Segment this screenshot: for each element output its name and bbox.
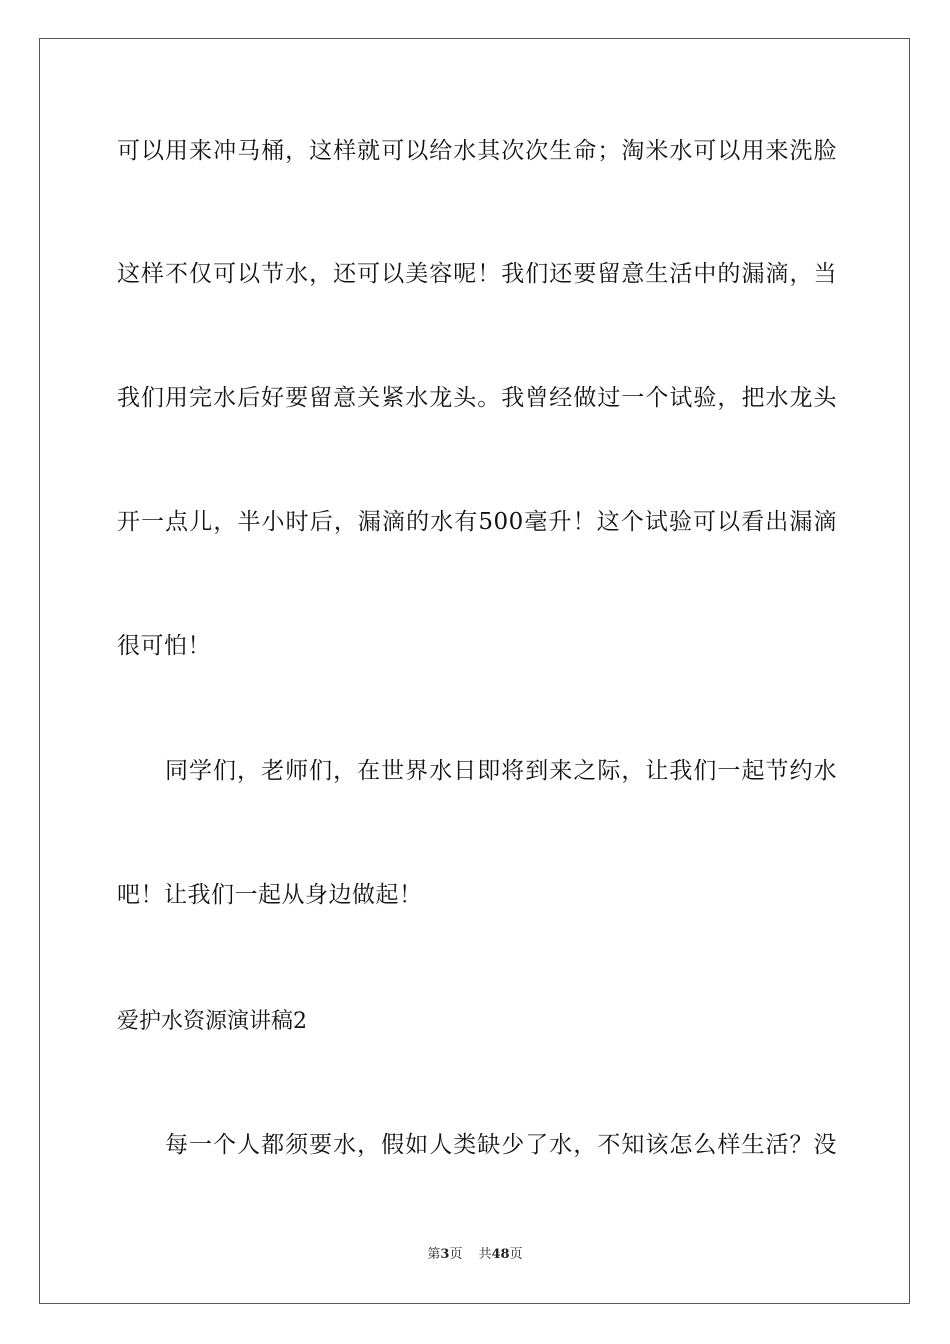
- footer-page-suffix: 页: [449, 1247, 463, 1262]
- footer-total-prefix: 共: [478, 1247, 492, 1262]
- section-title: 爱护水资源演讲稿2: [117, 1009, 307, 1034]
- body-line-2: 这样不仅可以节水，还可以美容呢！我们还要留意生活中的漏滴，当: [117, 261, 837, 287]
- footer-page-prefix: 第: [427, 1247, 441, 1262]
- body-line-5: 很可怕！: [117, 633, 211, 659]
- body-line-7: 吧！让我们一起从身边做起！: [117, 882, 423, 908]
- body-line-3: 我们用完水后好要留意关紧水龙头。我曾经做过一个试验，把水龙头: [117, 385, 837, 411]
- body-line-1: 可以用来冲马桶，这样就可以给水其次次生命；淘米水可以用来洗脸: [117, 138, 837, 164]
- body-line-4: 开一点儿，半小时后，漏滴的水有500毫升！这个试验可以看出漏滴: [117, 509, 837, 535]
- body-line-8: 每一个人都须要水，假如人类缺少了水，不知该怎么样生活？没: [165, 1132, 837, 1158]
- body-line-6: 同学们，老师们，在世界水日即将到来之际，让我们一起节约水: [165, 758, 837, 784]
- footer-total-suffix: 页: [509, 1247, 523, 1262]
- footer-total-pages: 48: [491, 1247, 510, 1262]
- page-frame: [39, 38, 910, 1304]
- footer-page-number: 3: [440, 1247, 450, 1262]
- page-footer: [0, 1246, 950, 1264]
